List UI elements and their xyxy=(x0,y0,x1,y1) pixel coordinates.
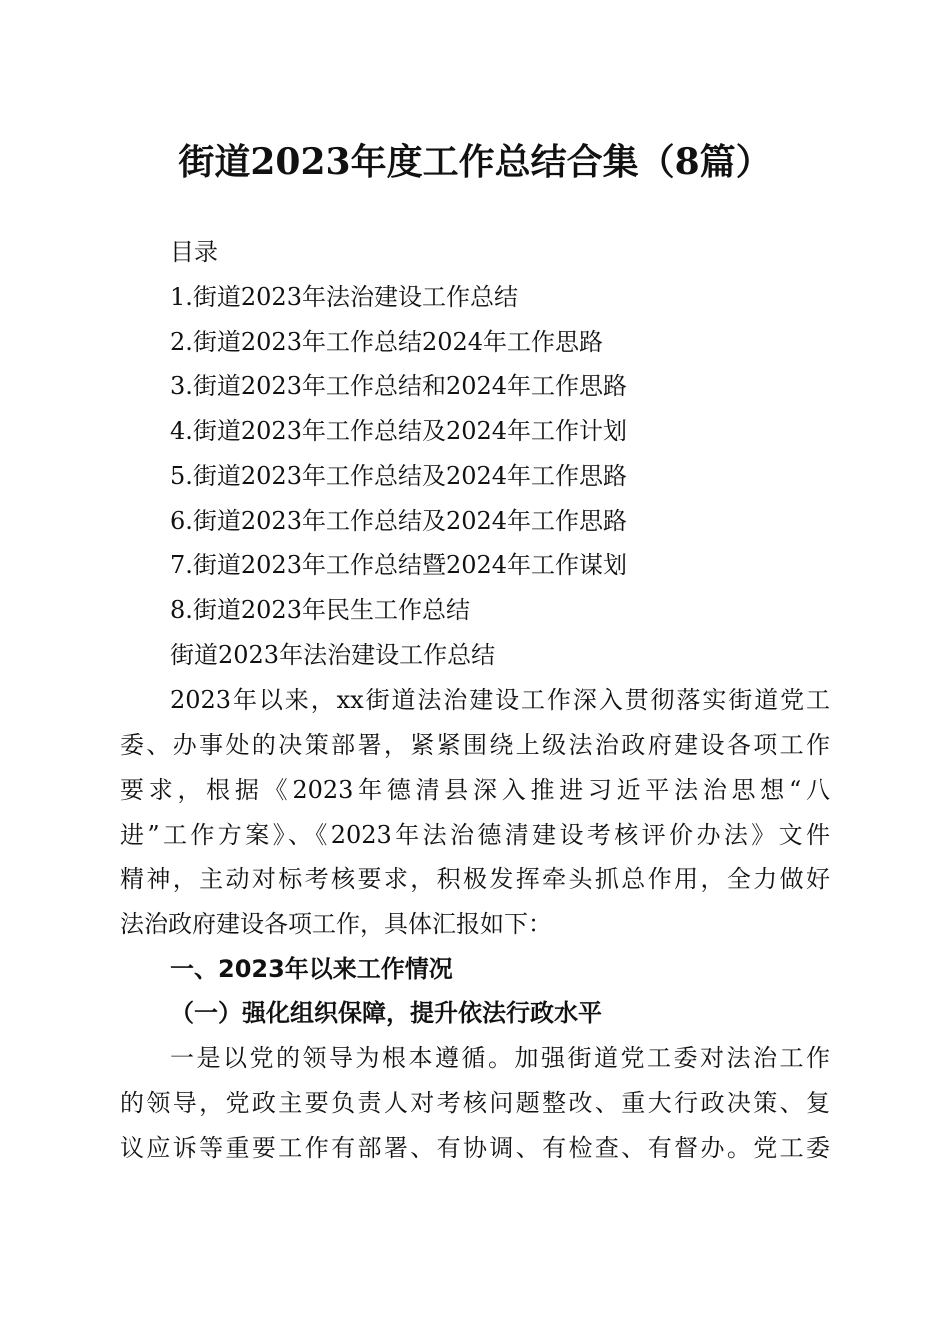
body-line: 议应诉等重要工作有部署、有协调、有检查、有督办。党工委 xyxy=(120,1134,830,1162)
heading-level-2: （一）强化组织保障，提升依法行政水平 xyxy=(170,998,602,1027)
body-line: 的领导，党政主要负责人对考核问题整改、重大行政决策、复 xyxy=(120,1089,830,1117)
toc-item: 8.街道2023年民生工作总结 xyxy=(170,596,470,624)
body-line: 进”工作方案》、《2023年法治德清建设考核评价办法》文件 xyxy=(120,821,830,849)
toc-item: 4.街道2023年工作总结及2024年工作计划 xyxy=(170,417,628,445)
toc-item: 1.街道2023年法治建设工作总结 xyxy=(170,283,518,311)
toc-item: 5.街道2023年工作总结及2024年工作思路 xyxy=(170,462,628,490)
body-line: 委、办事处的决策部署，紧紧围绕上级法治政府建设各项工作 xyxy=(120,731,830,759)
body-line: 2023年以来，xx街道法治建设工作深入贯彻落实街道党工 xyxy=(170,686,830,714)
toc-item: 7.街道2023年工作总结暨2024年工作谋划 xyxy=(170,551,628,579)
body-line: 法治政府建设各项工作，具体汇报如下： xyxy=(120,910,552,938)
toc-item: 2.街道2023年工作总结2024年工作思路 xyxy=(170,328,604,356)
section-title: 街道2023年法治建设工作总结 xyxy=(170,641,496,669)
toc-heading: 目录 xyxy=(170,238,218,266)
body-line: 要求，根据《2023年德清县深入推进习近平法治思想“八 xyxy=(120,776,830,804)
document-title: 街道2023年度工作总结合集（8篇） xyxy=(178,141,772,183)
body-line: 一是以党的领导为根本遵循。加强街道党工委对法治工作 xyxy=(170,1044,830,1072)
body-line: 精神，主动对标考核要求，积极发挥牵头抓总作用，全力做好 xyxy=(120,865,830,893)
toc-item: 3.街道2023年工作总结和2024年工作思路 xyxy=(170,372,628,400)
heading-level-1: 一、2023年以来工作情况 xyxy=(170,955,453,983)
toc-item: 6.街道2023年工作总结及2024年工作思路 xyxy=(170,507,628,535)
